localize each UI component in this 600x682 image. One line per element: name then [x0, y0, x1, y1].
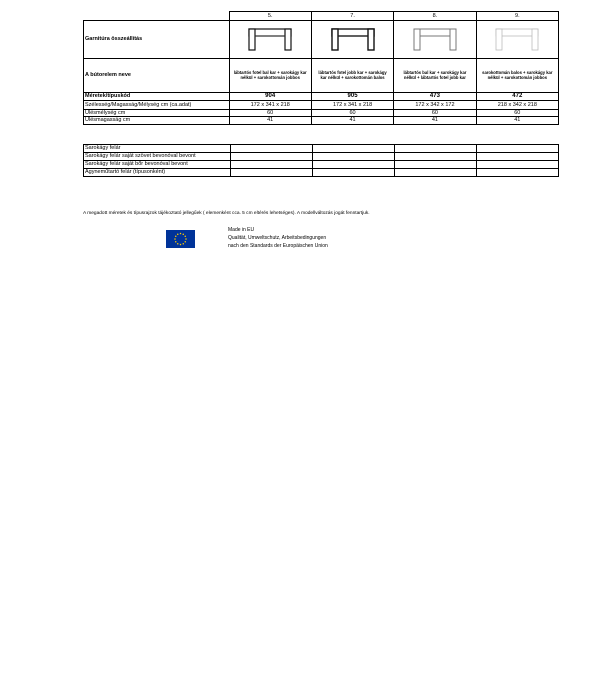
surcharge-cell — [395, 145, 477, 153]
surcharge-cell — [477, 145, 559, 153]
eu-star — [183, 233, 185, 235]
surcharge-label: Sarokágy felár — [84, 145, 231, 153]
row-label-code: Méretek/típuskód — [84, 93, 230, 101]
sofa-image-cell — [229, 21, 311, 59]
seat-height-value: 41 — [311, 117, 393, 124]
element-name: lábtartós fotel bal kar + sarokágy kar nélkül + sarokottomán jobbos — [229, 59, 311, 93]
surcharge-cell — [313, 169, 395, 177]
row-label-set: Garnitúra összeállítás — [84, 21, 230, 59]
seat-height-value: 41 — [229, 117, 311, 124]
surcharge-cell — [231, 145, 313, 153]
type-code: 904 — [229, 93, 311, 101]
surcharge-label: Sarokágy felár saját bőr bevonóval bevont — [84, 161, 231, 169]
dims-row — [84, 101, 559, 110]
eu-stars — [166, 230, 195, 248]
surcharge-cell — [231, 169, 313, 177]
type-code: 472 — [476, 93, 558, 101]
sofa-diagram-icon — [413, 28, 457, 52]
code-row — [84, 93, 559, 101]
set-row — [84, 21, 559, 59]
eu-star — [177, 243, 179, 245]
eu-star — [183, 243, 185, 245]
type-code: 473 — [394, 93, 476, 101]
eu-star — [174, 238, 176, 240]
made-in-line: Qualität, Umweltschutz, Arbeitsbedingungen — [228, 234, 327, 241]
surcharge-cell — [477, 161, 559, 169]
made-in-eu-block — [228, 227, 328, 250]
surcharge-cell — [231, 161, 313, 169]
row-label-dims: Szélesség/Magasság/Mélység cm (ca.adat) — [84, 101, 230, 110]
seat-depth-value: 60 — [229, 110, 311, 117]
sofa-diagram-icon — [248, 28, 292, 52]
eu-flag-icon — [166, 230, 195, 248]
surcharge-cell — [395, 153, 477, 161]
surcharge-row — [84, 153, 559, 161]
disclaimer-note: A megadott méretek és típusrajzok tájékoztató jellegűek ( elemenként cca. 5 cm eltérés lehetséges). A modellváltozás jogát fenntartjuk. — [83, 211, 370, 216]
eu-star — [185, 238, 187, 240]
dimensions-value: 218 x 342 x 218 — [476, 101, 558, 110]
element-name: lábtartós fotel jobb kar + sarokágy kar nélkül + sarokottomán balos — [311, 59, 393, 93]
surcharge-cell — [313, 153, 395, 161]
column-header: 8. — [394, 12, 476, 21]
seat-depth-row — [84, 110, 559, 117]
type-code: 905 — [311, 93, 393, 101]
column-header: 7. — [311, 12, 393, 21]
surcharge-label: Sarokágy felár saját szövet bevonóval bevont — [84, 153, 231, 161]
surcharge-cell — [231, 153, 313, 161]
dimensions-value: 172 x 341 x 218 — [311, 101, 393, 110]
surcharge-row — [84, 161, 559, 169]
sofa-image-cell — [476, 21, 558, 59]
eu-star — [175, 236, 177, 238]
name-row — [84, 59, 559, 93]
element-name: sarokottomán balos + sarokágy kar nélkül + sarokottomán jobbos — [476, 59, 558, 93]
header-row — [84, 12, 559, 21]
sofa-image-cell — [311, 21, 393, 59]
seat-height-row — [84, 117, 559, 124]
eu-star — [185, 236, 187, 238]
element-name: lábtartós bal kar + sarokágy kar nélkül + lábtartós fotel jobb kar — [394, 59, 476, 93]
seat-height-value: 41 — [394, 117, 476, 124]
surcharge-cell — [477, 169, 559, 177]
surcharge-table — [83, 144, 559, 177]
eu-star — [185, 241, 187, 243]
surcharge-row — [84, 145, 559, 153]
made-in-line: nach den Standards der Europäischen Union — [228, 242, 328, 249]
sofa-diagram-icon — [495, 28, 539, 52]
row-label-seat-depth: Ülésmélység cm — [84, 110, 230, 117]
eu-star — [180, 233, 182, 235]
surcharge-cell — [395, 161, 477, 169]
column-header: 9. — [476, 12, 558, 21]
surcharge-cell — [395, 169, 477, 177]
column-header: 5. — [229, 12, 311, 21]
surcharge-label: Ágyneműtartó felár (típusonként) — [84, 169, 231, 177]
row-label-seat-height: Ülésmagasság cm — [84, 117, 230, 124]
eu-star — [180, 244, 182, 246]
blank-corner-cell — [84, 12, 230, 21]
surcharge-cell — [313, 145, 395, 153]
row-label-name: A bútorelem neve — [84, 59, 230, 93]
sofa-image-cell — [394, 21, 476, 59]
seat-height-value: 41 — [476, 117, 558, 124]
made-in-line: Made in EU — [228, 227, 255, 233]
surcharge-row — [84, 169, 559, 177]
eu-star — [175, 241, 177, 243]
specification-table — [83, 11, 559, 125]
seat-depth-value: 60 — [476, 110, 558, 117]
eu-star — [177, 233, 179, 235]
surcharge-cell — [313, 161, 395, 169]
sofa-diagram-icon — [331, 28, 375, 52]
dimensions-value: 172 x 341 x 218 — [229, 101, 311, 110]
surcharge-cell — [477, 153, 559, 161]
dimensions-value: 172 x 342 x 172 — [394, 101, 476, 110]
seat-depth-value: 60 — [394, 110, 476, 117]
seat-depth-value: 60 — [311, 110, 393, 117]
